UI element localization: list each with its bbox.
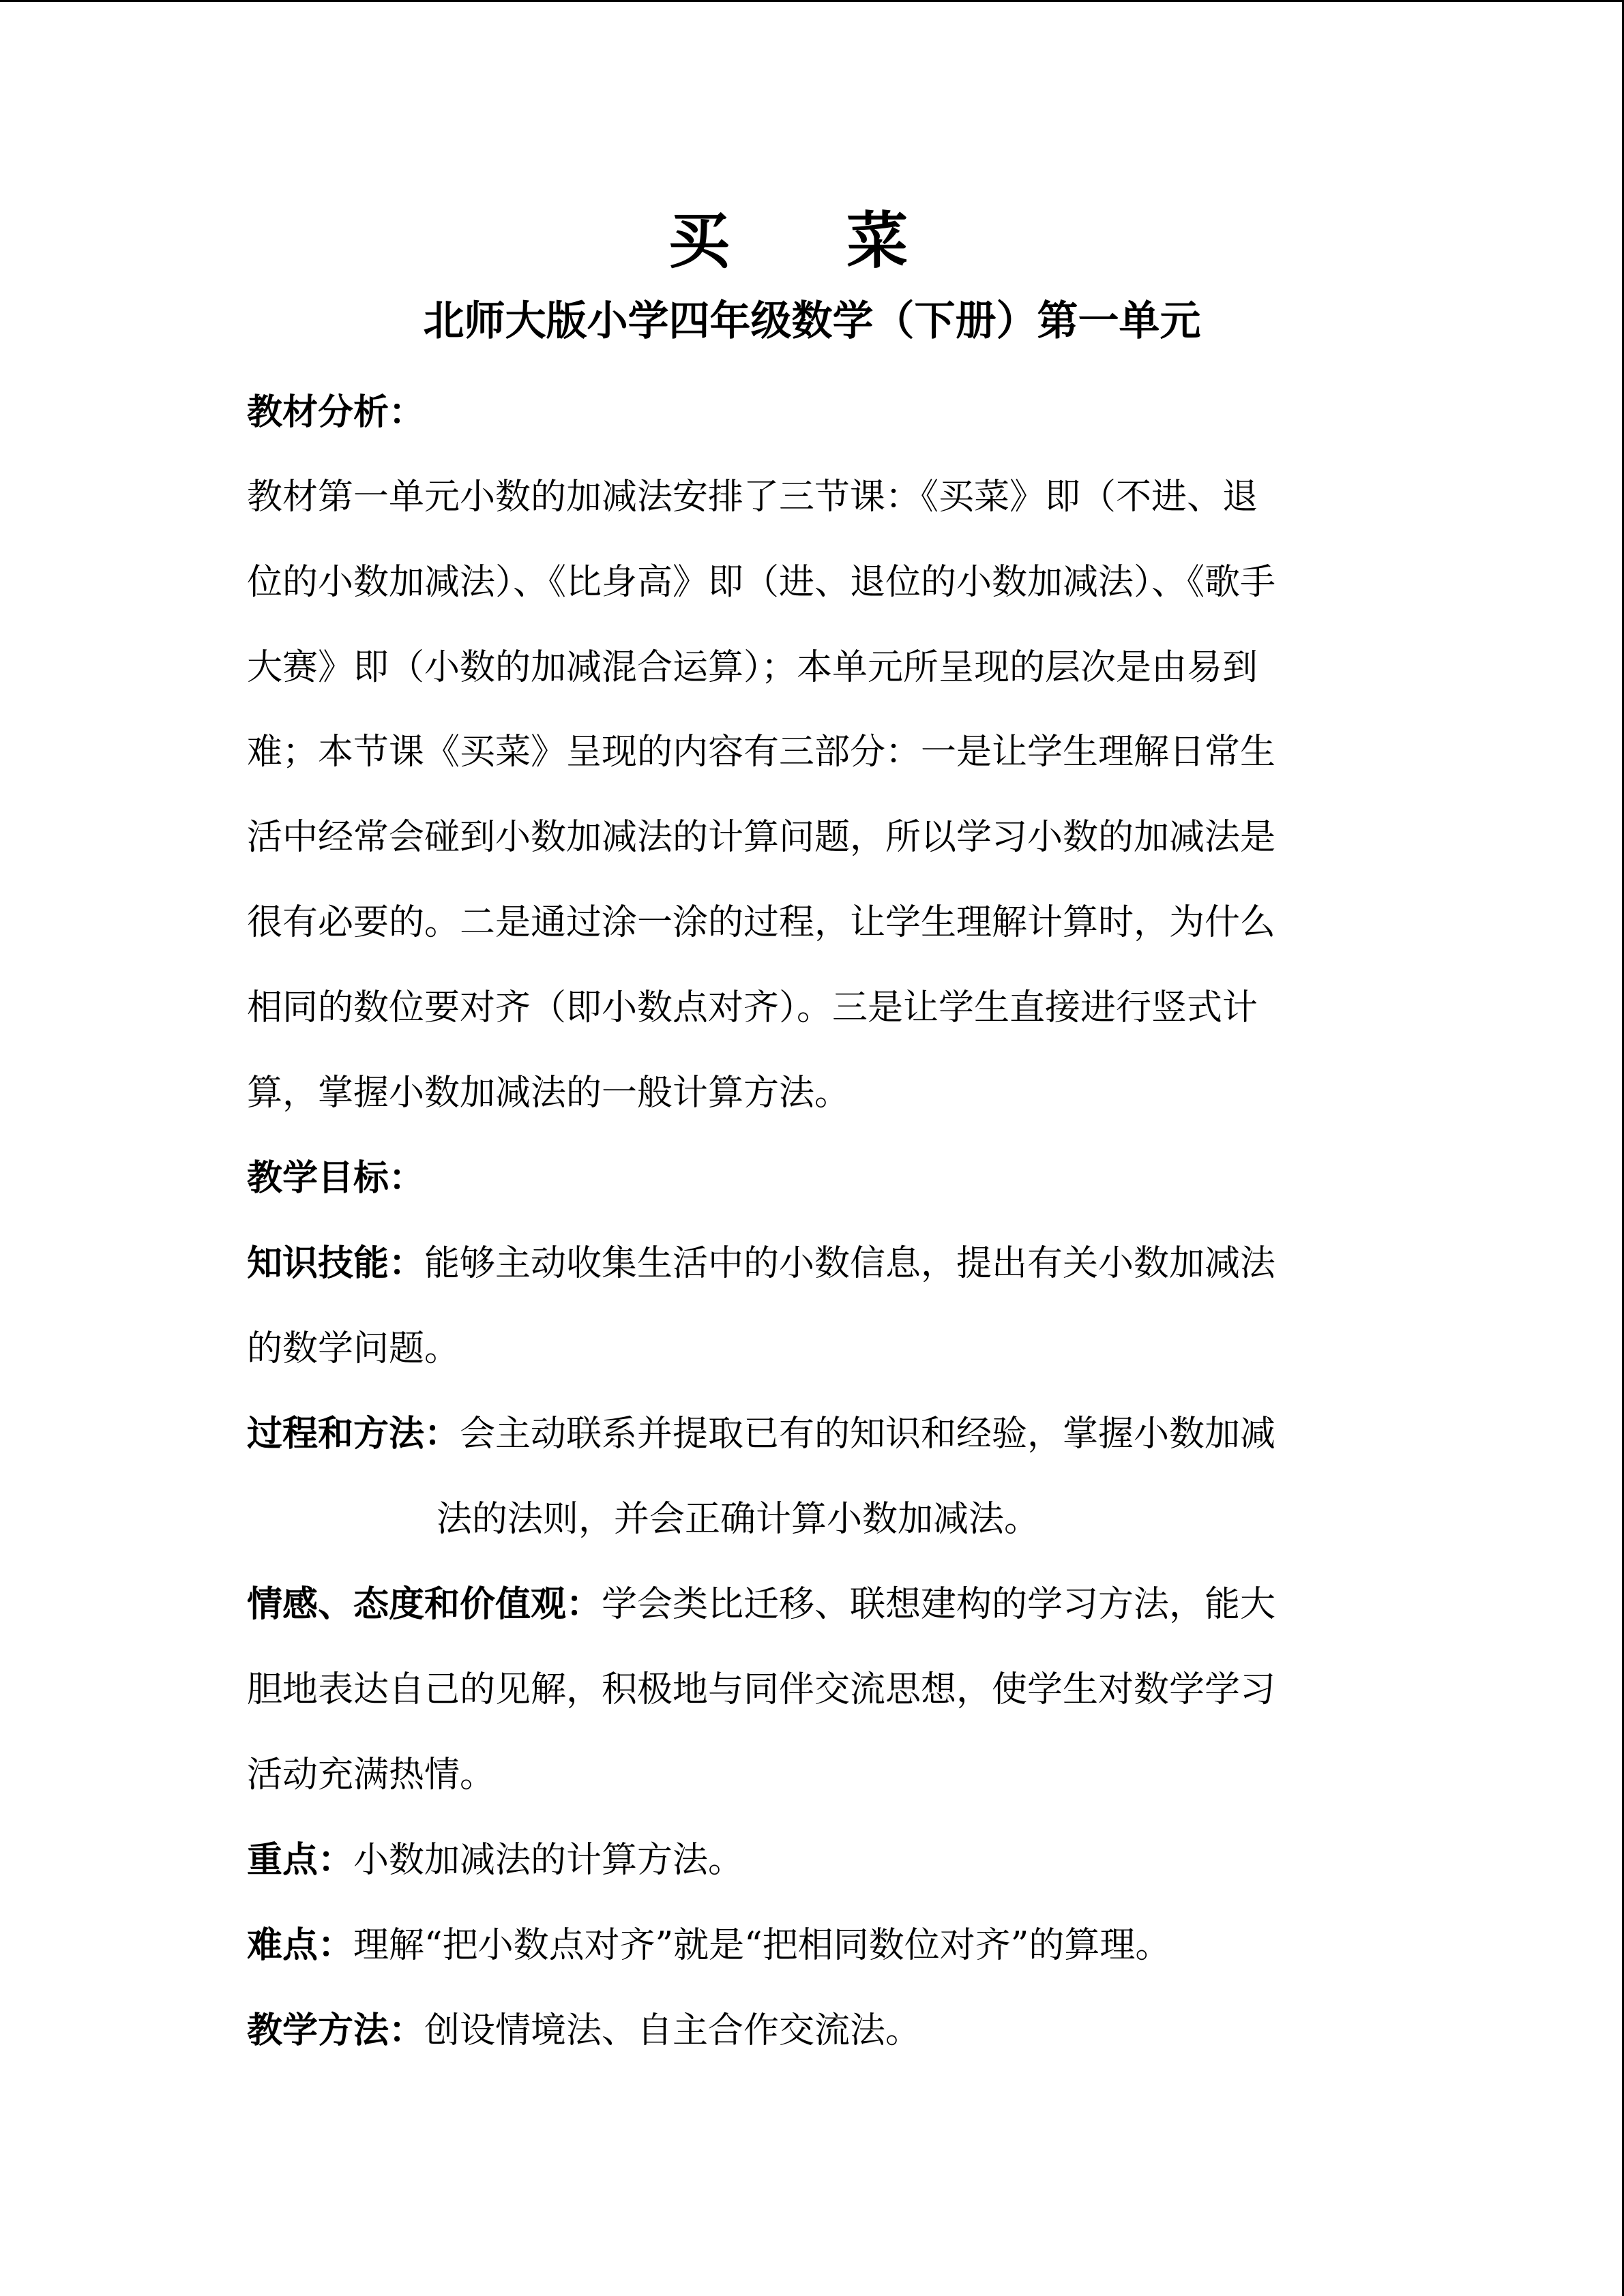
material-line: 活中经常会碰到小数加减法的计算问题，所以学习小数的加减法是 bbox=[247, 817, 1276, 858]
difficulty-label: 难点： bbox=[247, 1924, 354, 1966]
teaching-method bbox=[247, 2006, 1379, 2055]
process-goal-continued: 法的法则，并会正确计算小数加减法。 bbox=[437, 1499, 1040, 1540]
process-goal bbox=[247, 1410, 1379, 1459]
emotion-goal-continued: 活动充满热情。 bbox=[247, 1755, 496, 1795]
key-point-label: 重点： bbox=[247, 1839, 354, 1881]
process-label: 过程和方法： bbox=[247, 1413, 460, 1455]
emotion-label: 情感、态度和价值观： bbox=[247, 1583, 602, 1625]
difficulty-text: 理解“把小数点对齐”就是“把相同数位对齐”的算理。 bbox=[353, 1925, 1171, 1966]
emotion-goal bbox=[247, 1580, 1379, 1629]
material-line: 算，掌握小数加减法的一般计算方法。 bbox=[247, 1073, 851, 1114]
page-subtitle: 北师大版小学四年级数学（下册）第一单元 bbox=[423, 297, 1201, 345]
difficulty-point bbox=[247, 1921, 1379, 1970]
teaching-method-text: 创设情境法、自主合作交流法。 bbox=[424, 2010, 921, 2051]
goals-heading: 教学目标： bbox=[247, 1157, 425, 1199]
material-line: 难；本节课《买菜》呈现的内容有三部分：一是让学生理解日常生 bbox=[247, 732, 1276, 773]
material-line: 大赛》即（小数的加减混合运算）；本单元所呈现的层次是由易到 bbox=[247, 647, 1258, 688]
emotion-goal-continued: 胆地表达自己的见解，积极地与同伴交流思想，使学生对数学学习 bbox=[247, 1669, 1276, 1710]
knowledge-label: 知识技能： bbox=[247, 1242, 425, 1284]
material-line: 位的小数加减法）、《比身高》即（进、退位的小数加减法）、《歌手 bbox=[247, 562, 1276, 603]
material-line: 教材第一单元小数的加减法安排了三节课：《买菜》即（不进、退 bbox=[247, 477, 1258, 518]
knowledge-goal-continued: 的数学问题。 bbox=[247, 1328, 460, 1369]
knowledge-text: 能够主动收集生活中的小数信息，提出有关小数加减法 bbox=[424, 1243, 1276, 1284]
page-title: 买 菜 bbox=[668, 205, 956, 277]
process-text: 会主动联系并提取已有的知识和经验，掌握小数加减 bbox=[460, 1414, 1276, 1455]
key-point-text: 小数加减法的计算方法。 bbox=[353, 1840, 744, 1881]
key-point bbox=[247, 1836, 1379, 1885]
emotion-text: 学会类比迁移、联想建构的学习方法，能大 bbox=[602, 1584, 1276, 1625]
material-line: 很有必要的。二是通过涂一涂的过程，让学生理解计算时，为什么 bbox=[247, 902, 1276, 943]
material-line: 相同的数位要对齐（即小数点对齐）。三是让学生直接进行竖式计 bbox=[247, 987, 1258, 1028]
knowledge-goal bbox=[247, 1239, 1379, 1288]
teaching-method-label: 教学方法： bbox=[247, 2010, 425, 2051]
material-heading: 教材分析： bbox=[247, 391, 425, 433]
